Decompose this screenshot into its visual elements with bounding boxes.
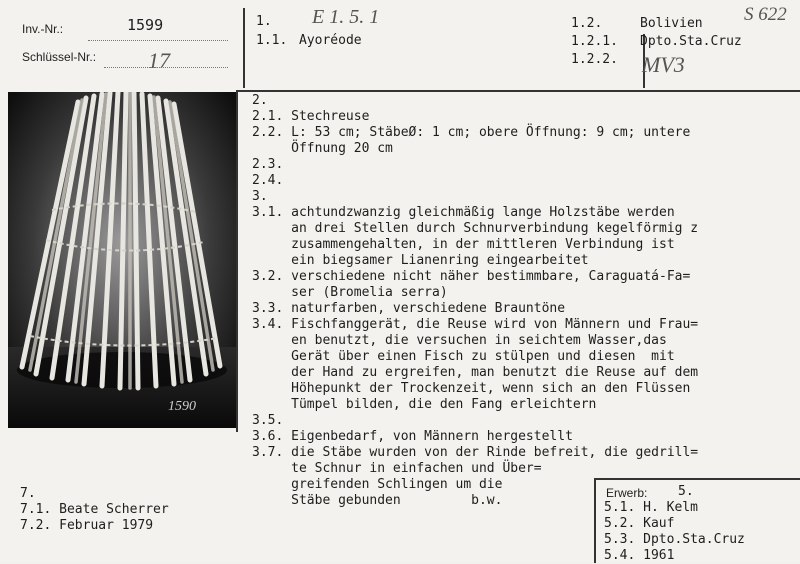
body-line: 3.1. achtundzwanzig gleichmäßig lange Holzstäbe werden (252, 205, 675, 220)
handwritten-region: MV3 (642, 52, 685, 77)
handwritten-classification: E 1. 5. 1 (312, 6, 380, 28)
sec1-2-value: Bolivien (640, 16, 703, 31)
footer-line: 7. (20, 486, 36, 501)
photo-number: 1590 (168, 399, 196, 414)
erwerb-line: 5.1. H. Kelm (604, 500, 698, 515)
erwerb-rule-top (594, 478, 800, 480)
body-line: Tümpel bilden, die den Fang erleichtern (252, 397, 597, 412)
body-line: 3.4. Fischfanggerät, die Reuse wird von Männern und Frau= (252, 317, 699, 332)
body-line: Öffnung 20 cm (252, 141, 393, 156)
body-line: 3. (252, 189, 268, 204)
body-line: 3.2. verschiedene nicht näher bestimmbare, Caraguatá-Fa= (252, 269, 691, 284)
body-divider-left (236, 90, 238, 432)
erwerb-details (604, 500, 745, 564)
sec1-2-1-number: 1.2.1. (571, 34, 618, 49)
body-line: Gerät über einen Fisch zu stülpen und diesen mit (252, 349, 675, 364)
body-line: 2.2. L: 53 cm; StäbeØ: 1 cm; obere Öffnung: 9 cm; untere (252, 125, 691, 140)
sec1-2-1-value: Dpto.Sta.Cruz (640, 34, 742, 49)
key-value: 17 (148, 48, 170, 73)
body-line: 2. (252, 93, 268, 108)
sec1-2-2-number: 1.2.2. (571, 52, 618, 67)
object-photo (8, 92, 236, 428)
header-rule (236, 90, 800, 92)
body-line: Stäbe gebunden b.w. (252, 493, 503, 508)
body-line: 3.7. die Stäbe wurden von der Rinde befreit, die gedrill= (252, 445, 699, 460)
erwerb-line: 5.2. Kauf (604, 516, 675, 531)
sec1-2-number: 1.2. (571, 16, 603, 31)
erwerb-line: 5.3. Dpto.Sta.Cruz (604, 532, 745, 547)
footer-author (20, 486, 169, 534)
footer-line: 7.1. Beate Scherrer (20, 502, 169, 517)
erwerb-label: Erwerb: (606, 486, 648, 500)
erwerb-line: 5.4. 1961 (604, 548, 675, 563)
body-line: ser (Bromelia serra) (252, 285, 448, 300)
sec1-1-value: Ayoréode (299, 33, 362, 48)
body-line: ein biegsamer Lianenring eingearbeitet (252, 253, 589, 268)
body-line: 2.1. Stechreuse (252, 109, 370, 124)
body-line: 3.5. (252, 413, 284, 428)
body-line: 3.3. naturfarben, verschiedene Brauntöne (252, 301, 566, 316)
erwerb-number: 5. (678, 484, 694, 499)
header-divider-left (243, 8, 245, 88)
body-line: Höhepunkt der Trockenzeit, wenn sich an den Flüssen (252, 381, 691, 396)
body-line: 2.4. (252, 173, 284, 188)
body-line: 3.6. Eigenbedarf, von Männern hergestellt (252, 429, 573, 444)
body-line: an drei Stellen durch Schnurverbindung kegelförmig z (252, 221, 699, 236)
body-line: te Schnur in einfachen und Über= (252, 461, 542, 476)
inv-dotted-line (88, 40, 228, 41)
body-line: zusammengehalten, in der mittleren Verbindung ist (252, 237, 675, 252)
handwritten-number: S 622 (744, 4, 787, 25)
sec1-1-number: 1.1. (256, 33, 288, 48)
body-line: en benutzt, die versuchen in seichtem Wasser,das (252, 333, 667, 348)
sec1-number: 1. (256, 14, 272, 29)
body-line: 2.3. (252, 157, 284, 172)
inv-value: 1599 (127, 16, 164, 34)
key-label: Schlüssel-Nr.: (22, 50, 97, 64)
description-body (252, 93, 698, 509)
footer-line: 7.2. Februar 1979 (20, 518, 154, 533)
erwerb-rule-left (594, 478, 596, 563)
fish-trap-illustration (8, 92, 236, 428)
body-line: der Hand zu ergreifen, man benutzt die Reuse auf dem (252, 365, 699, 380)
key-dotted-line (104, 67, 228, 68)
inv-label: Inv.-Nr.: (22, 22, 64, 36)
body-line: greifenden Schlingen um die (252, 477, 503, 492)
